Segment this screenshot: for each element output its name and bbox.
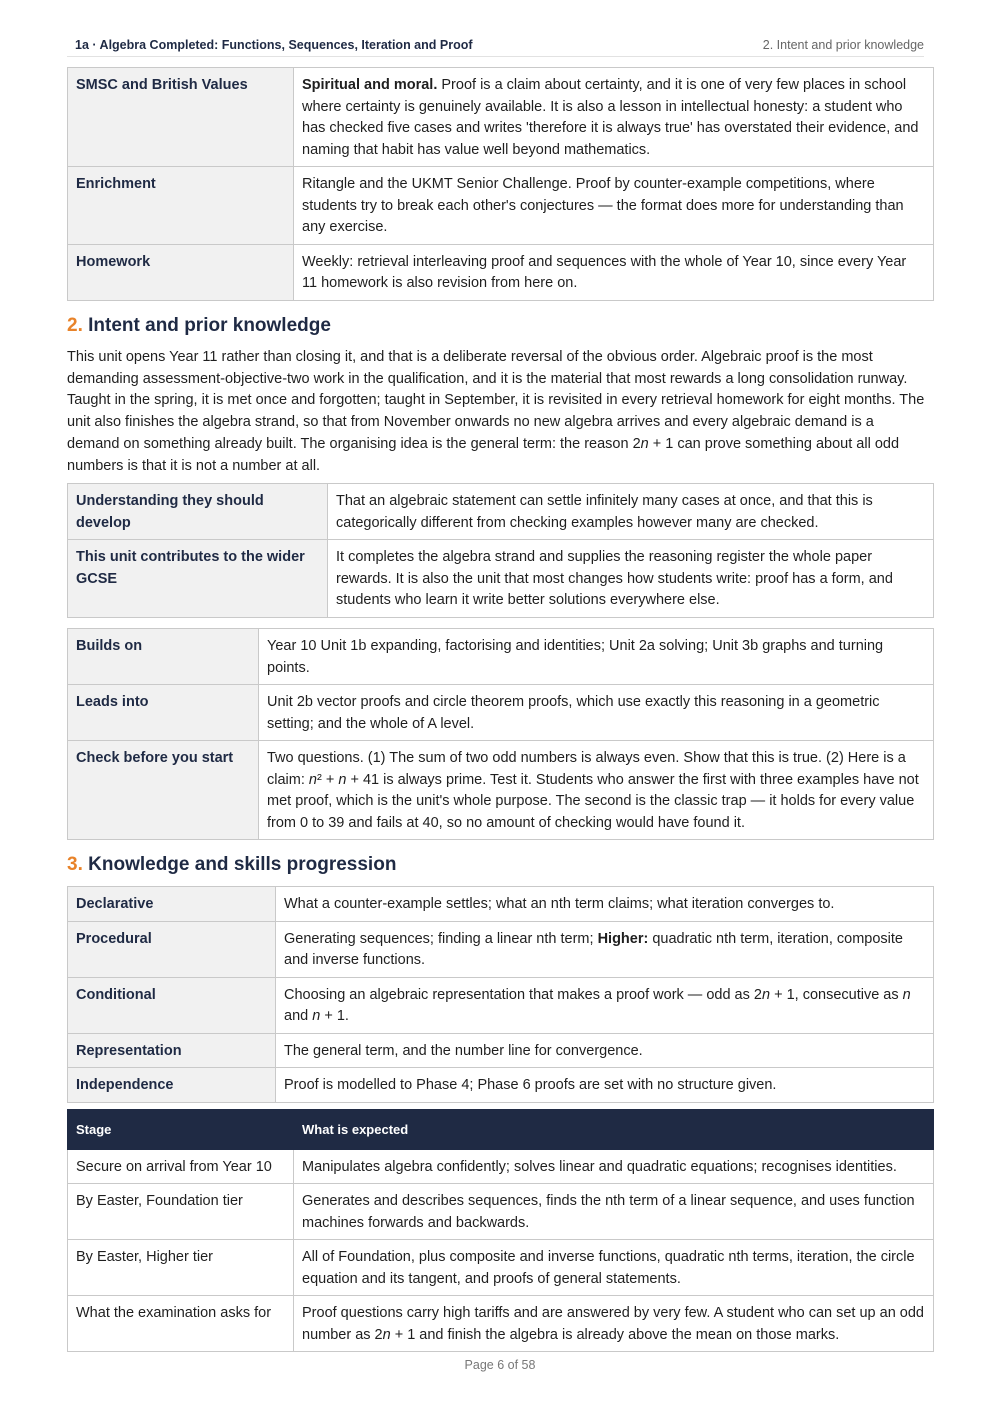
row-label: Representation — [68, 1033, 276, 1068]
progression-table — [67, 886, 934, 1103]
row-label: Homework — [68, 244, 294, 300]
progression-table-block — [67, 886, 934, 1103]
row-text: Unit 2b vector proofs and circle theorem proofs, which use exactly this reasoning in a geometric setting; and the whole of A level. — [259, 685, 934, 741]
table-row — [68, 167, 934, 245]
row-label: Check before you start — [68, 741, 259, 840]
section-3-heading-block — [67, 854, 396, 876]
table-row — [68, 1149, 934, 1184]
table-header-row — [68, 1110, 934, 1150]
row-text: It completes the algebra strand and supplies the reasoning register the whole paper rewards. It is also the unit that most changes how students write: proof has a form, and students who learn it write better solutions everywhere else. — [328, 540, 934, 618]
expected-cell: Generates and describes sequences, finds the nth term of a linear sequence, and uses function machines forwards and backwards. — [294, 1184, 934, 1240]
table-row — [68, 244, 934, 300]
links-table — [67, 628, 934, 840]
document-title: 1a · Algebra Completed: Functions, Sequences, Iteration and Proof — [75, 38, 473, 52]
context-table-block — [67, 67, 934, 301]
stages-table — [67, 1109, 934, 1352]
table-row — [68, 629, 934, 685]
table-row — [68, 1240, 934, 1296]
row-text: Generating sequences; finding a linear nth term; Higher: quadratic nth term, iteration, composite and inverse functions. — [276, 921, 934, 977]
row-label: Understanding they should develop — [68, 484, 328, 540]
table-row — [68, 1296, 934, 1352]
row-label: Leads into — [68, 685, 259, 741]
section-2-heading-block — [67, 315, 331, 337]
section-indicator: 2. Intent and prior knowledge — [762, 38, 924, 52]
table-row — [68, 1068, 934, 1103]
intent-paragraph: This unit opens Year 11 rather than closing it, and that is a deliberate reversal of the obvious order. Algebraic proof is the most demanding assessment-objective-two work in the qualification, and it is the material that most rewards a long consolidation runway. Taught in the spring, it is met once and forgotten; taught in September, it is revisited in every retrieval homework for eight months. The unit also finishes the algebra strand, so that from November onwards no new algebra arrives and every algebraic demand is a demand on something already built. The organising idea is the general term: the reason 2n + 1 can prove something about all odd numbers is that it is not a number at all. — [67, 349, 925, 474]
table-row — [68, 977, 934, 1033]
row-label: Procedural — [68, 921, 276, 977]
stage-cell: What the examination asks for — [68, 1296, 294, 1352]
stage-cell: By Easter, Foundation tier — [68, 1184, 294, 1240]
row-text: Spiritual and moral. Proof is a claim about certainty, and it is one of very few places in school where certainty is genuinely available. It is also a lesson in intellectual honesty: a student who has checked five cases and writes 'therefore it is always true' has overstated their evidence, and naming that habit has value well beyond mathematics. — [294, 68, 934, 167]
row-label: SMSC and British Values — [68, 68, 294, 167]
links-table-block — [67, 628, 934, 840]
column-header-stage: Stage — [68, 1110, 294, 1150]
intent-paragraph-block — [67, 347, 929, 477]
table-row — [68, 540, 934, 618]
row-text: Weekly: retrieval interleaving proof and sequences with the whole of Year 10, since every Year 11 homework is also revision from here on. — [294, 244, 934, 300]
row-text: Ritangle and the UKMT Senior Challenge. Proof by counter-example competitions, where students try to break each other's conjectures — the format does more for understanding than any exercise. — [294, 167, 934, 245]
expected-cell: Manipulates algebra confidently; solves linear and quadratic equations; recognises identities. — [294, 1149, 934, 1184]
table-row — [68, 887, 934, 922]
row-label: This unit contributes to the wider GCSE — [68, 540, 328, 618]
expected-cell: All of Foundation, plus composite and inverse functions, quadratic nth terms, iteration, the circle equation and its tangent, and proofs of general statements. — [294, 1240, 934, 1296]
table-row — [68, 741, 934, 840]
row-lead: Spiritual and moral. — [302, 77, 438, 93]
intent-table-block — [67, 483, 934, 618]
row-label: Declarative — [68, 887, 276, 922]
row-text: Proof is modelled to Phase 4; Phase 6 proofs are set with no structure given. — [276, 1068, 934, 1103]
table-row — [68, 68, 934, 167]
column-header-expected: What is expected — [294, 1110, 934, 1150]
row-text: The general term, and the number line for convergence. — [276, 1033, 934, 1068]
row-text: What a counter-example settles; what an nth term claims; what iteration converges to. — [276, 887, 934, 922]
section-heading: 3. Knowledge and skills progression — [67, 854, 397, 875]
row-text: That an algebraic statement can settle infinitely many cases at once, and that this is categorically different from checking examples however many are checked. — [328, 484, 934, 540]
row-label: Builds on — [68, 629, 259, 685]
intent-table — [67, 483, 934, 618]
table-row — [68, 1184, 934, 1240]
running-header — [67, 38, 924, 57]
section-heading: 2. Intent and prior knowledge — [67, 315, 331, 336]
page-number: Page 6 of 58 — [464, 1358, 536, 1372]
table-row — [68, 921, 934, 977]
row-text: Two questions. (1) The sum of two odd numbers is always even. Show that this is true. (2) Here is a claim: n² + n + 41 is always prime. Test it. Students who answer the first with three examples have not met proof, which is the unit's whole purpose. The second is the classic trap — it holds for every value from 0 to 39 and fails at 40, so no amount of checking would have found it. — [259, 741, 934, 840]
expected-cell: Proof questions carry high tariffs and are answered by very few. A student who can set up an odd number as 2n + 1 and finish the algebra is already above the mean on those marks. — [294, 1296, 934, 1352]
stages-table-block — [67, 1109, 934, 1352]
table-row — [68, 484, 934, 540]
context-table — [67, 67, 934, 301]
row-text: Year 10 Unit 1b expanding, factorising and identities; Unit 2a solving; Unit 3b graphs and turning points. — [259, 629, 934, 685]
table-row — [68, 685, 934, 741]
table-row — [68, 1033, 934, 1068]
row-label: Enrichment — [68, 167, 294, 245]
stage-cell: By Easter, Higher tier — [68, 1240, 294, 1296]
row-label: Conditional — [68, 977, 276, 1033]
row-text: Choosing an algebraic representation that makes a proof work — odd as 2n + 1, consecutive as n and n + 1. — [276, 977, 934, 1033]
row-label: Independence — [68, 1068, 276, 1103]
stage-cell: Secure on arrival from Year 10 — [68, 1149, 294, 1184]
